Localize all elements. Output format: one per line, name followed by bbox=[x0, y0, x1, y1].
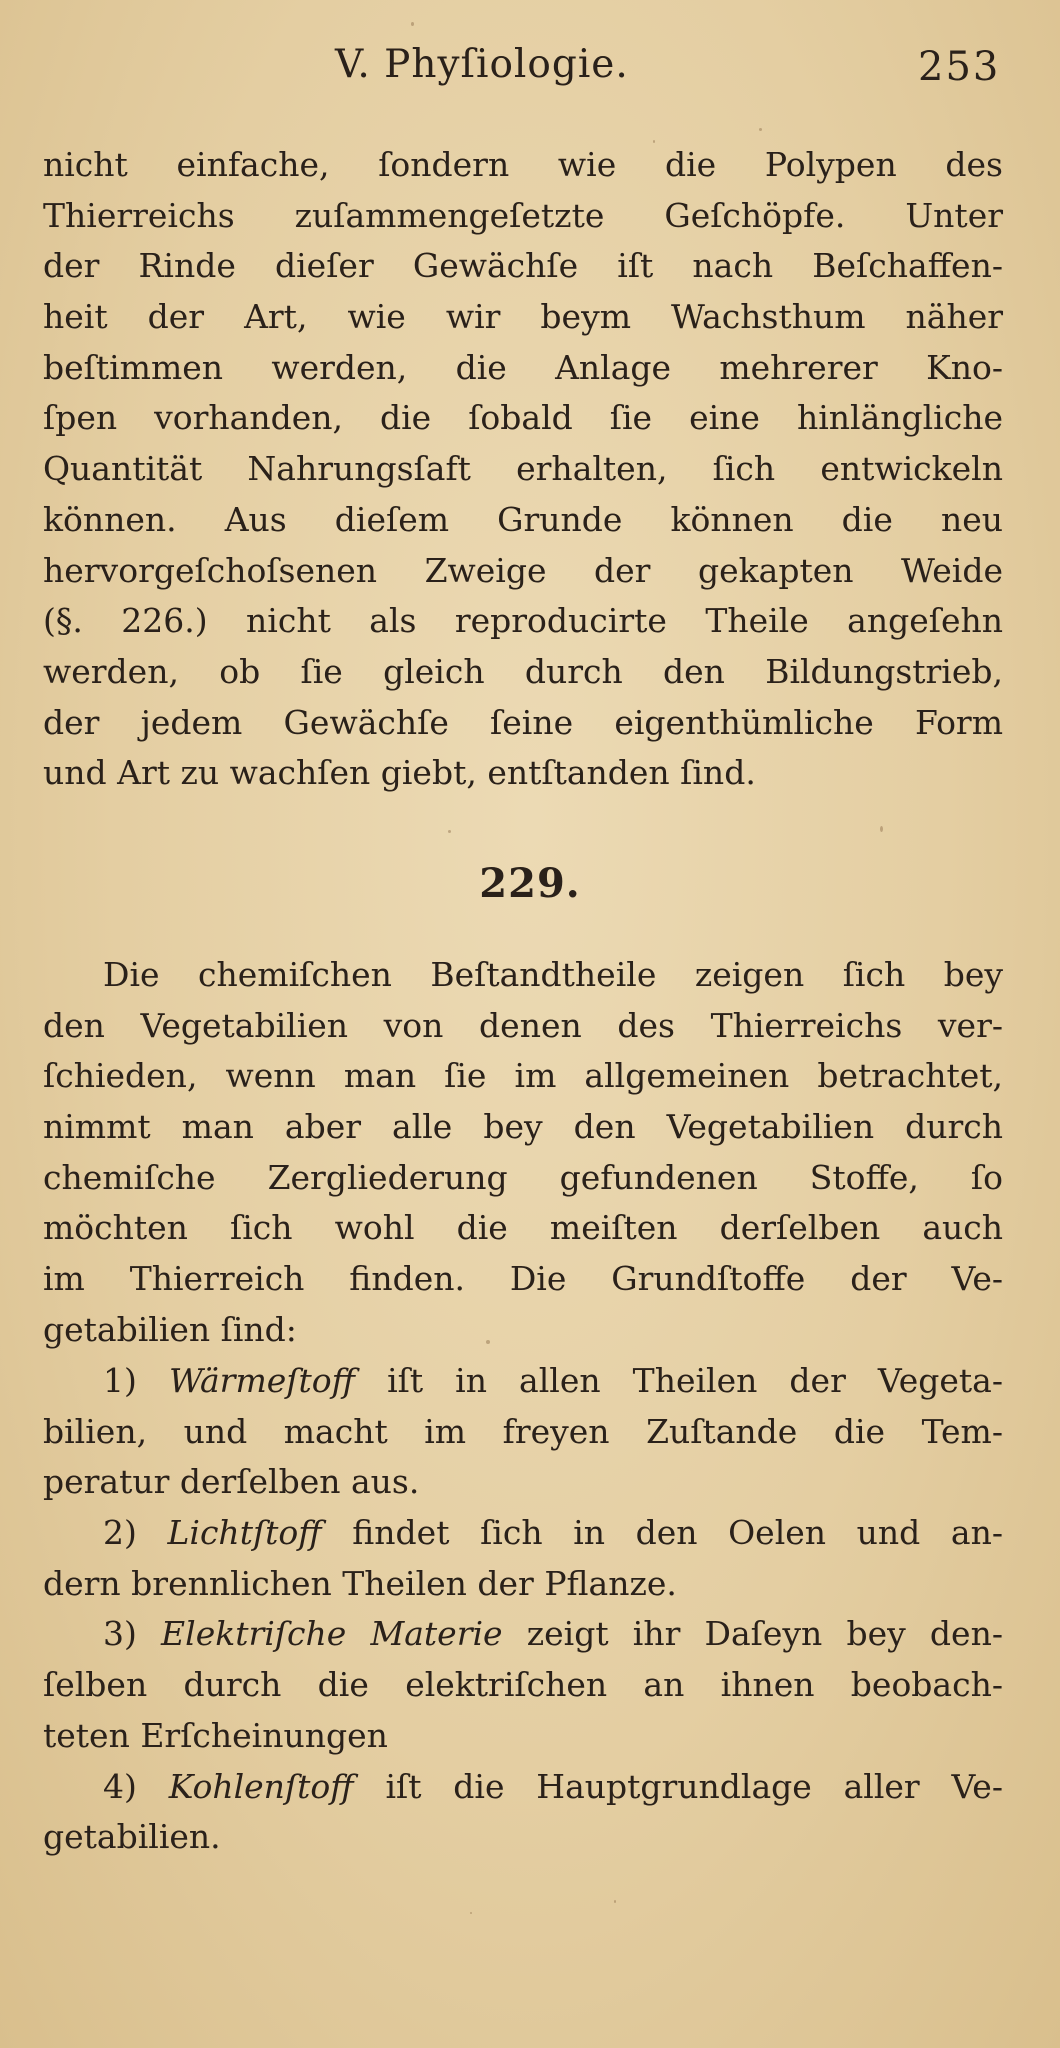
text-line: (§. 226.) nicht als reproducirte Theile angeſehn bbox=[43, 601, 1003, 641]
item-text: iſt die Hauptgrundlage aller Ve- bbox=[385, 1766, 1003, 1806]
item-text: findet ſich in den Oelen und an- bbox=[352, 1513, 1003, 1553]
list-item-first-line bbox=[43, 1609, 1003, 1660]
text-line: werden, ob ſie gleich durch den Bildungstrieb, bbox=[43, 651, 1003, 691]
element-list bbox=[43, 1356, 1003, 1863]
text-line: ſpen vorhanden, die ſobald ſie eine hinlängliche bbox=[43, 398, 1003, 438]
text-line: der Rinde dieſer Gewächſe iſt nach Beſchaffen- bbox=[43, 246, 1003, 286]
text-line: getabilien. bbox=[43, 1817, 221, 1857]
text-line: dern brennlichen Theilen der Pflanze. bbox=[43, 1563, 677, 1603]
paper-speck bbox=[759, 128, 762, 131]
paper-speck bbox=[614, 1900, 616, 1903]
paper-speck bbox=[470, 1912, 472, 1914]
text-line: Quantität Nahrungsſaft erhalten, ſich entwickeln bbox=[43, 449, 1003, 489]
text-line: und Art zu wachſen giebt, entſtanden ſind. bbox=[43, 753, 756, 793]
text-line: hervorgeſchoſsenen Zweige der gekapten Weide bbox=[43, 550, 1003, 590]
paper-speck bbox=[448, 830, 451, 833]
element-term: Lichtſtoff bbox=[167, 1513, 322, 1553]
element-term: Kohlenſtoff bbox=[168, 1766, 354, 1806]
text-line: chemiſche Zergliederung gefundenen Stoffe, ſo bbox=[43, 1157, 1003, 1197]
text-line: nicht einfache, ſondern wie die Polypen des bbox=[43, 145, 1003, 184]
text-line: ſelben durch die elektriſchen an ihnen beobach- bbox=[43, 1665, 1003, 1705]
text-line: ſchieden, wenn man ſie im allgemeinen betrachtet, bbox=[43, 1056, 1003, 1096]
text-line: Thierreichs zuſammengeſetzte Geſchöpfe. Unter bbox=[43, 195, 1003, 235]
text-line: heit der Art, wie wir beym Wachsthum näher bbox=[43, 297, 1003, 337]
element-term: Wärmeſtoff bbox=[168, 1361, 355, 1400]
list-item-first-line bbox=[43, 1762, 1003, 1813]
item-text: zeigt ihr Daſeyn bey den- bbox=[526, 1614, 1003, 1654]
list-number: 3) bbox=[103, 1614, 137, 1654]
page-header bbox=[0, 42, 1060, 102]
list-item-first-line bbox=[43, 1356, 1003, 1407]
text-line: bilien, und macht im freyen Zuſtande die Tem- bbox=[43, 1411, 1003, 1451]
text-line: der jedem Gewächſe ſeine eigenthümliche Form bbox=[43, 702, 1003, 742]
running-head: V. Phyſiologie. bbox=[335, 42, 629, 87]
text-line: getabilien ſind: bbox=[43, 1309, 297, 1349]
list-item-first-line bbox=[43, 1508, 1003, 1559]
text-line: beſtimmen werden, die Anlage mehrerer Kno- bbox=[43, 347, 1003, 387]
list-number: 1) bbox=[103, 1361, 137, 1400]
text-line: im Thierreich finden. Die Grundſtoffe der Ve- bbox=[43, 1259, 1003, 1299]
paragraph-continuation bbox=[43, 140, 1003, 799]
list-number: 4) bbox=[103, 1766, 137, 1806]
text-line: nimmt man aber alle bey den Vegetabilien durch bbox=[43, 1107, 1003, 1147]
item-text: iſt in allen Theilen der Vegeta- bbox=[387, 1361, 1003, 1400]
text-line: peratur derſelben aus. bbox=[43, 1462, 420, 1502]
element-term: Elektriſche Materie bbox=[161, 1614, 503, 1654]
paper-speck bbox=[880, 826, 883, 832]
text-line: Die chemiſchen Beſtandtheile zeigen ſich bey bbox=[103, 955, 1003, 994]
text-line: möchten ſich wohl die meiſten derſelben auch bbox=[43, 1208, 1003, 1248]
section-229-paragraph bbox=[43, 950, 1003, 1356]
page-number: 253 bbox=[918, 44, 1001, 90]
paper-speck bbox=[411, 22, 414, 26]
section-number: 229. bbox=[479, 860, 581, 907]
list-number: 2) bbox=[103, 1513, 137, 1553]
text-line: können. Aus dieſem Grunde können die neu bbox=[43, 499, 1003, 539]
text-line: teten Erſcheinungen bbox=[43, 1715, 388, 1755]
text-line: den Vegetabilien von denen des Thierreichs ver- bbox=[43, 1005, 1003, 1045]
